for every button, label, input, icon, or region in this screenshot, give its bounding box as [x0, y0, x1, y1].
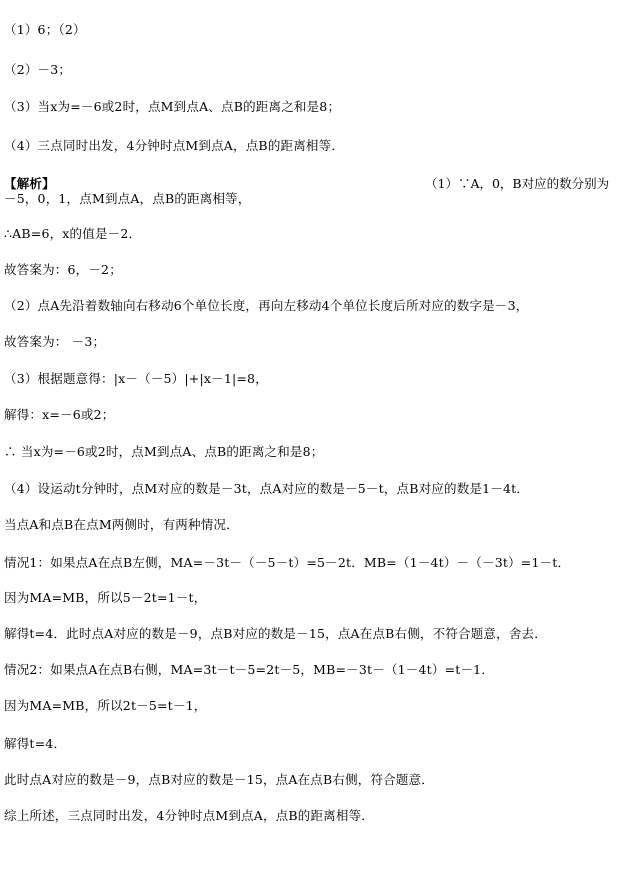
analysis-line: （2）点A先沿着数轴向右移动6个单位长度，再向左移动4个单位长度后所对应的数字是－3，: [4, 298, 529, 313]
answer-line-3: （3）当x为=－6或2时，点M到点A、点B的距离之和是8；: [4, 99, 341, 114]
analysis-line: ∴AB=6，x的值是－2．: [4, 226, 142, 241]
analysis-line: 故答案为：6，－2；: [4, 262, 122, 277]
analysis-line: （3）根据题意得：|x－（－5）|+|x－1|=8，: [4, 371, 268, 386]
analysis-line: （4）设运动t分钟时，点M对应的数是－3t，点A对应的数是－5－t，点B对应的数是1－4t．: [4, 481, 530, 496]
analysis-line: 解得t=4．此时点A对应的数是－9，点B对应的数是－15，点A在点B右侧，不符合题意，舍去．: [4, 626, 547, 641]
answer-line-2: （2）－3；: [4, 62, 72, 77]
analysis-line: 因为MA=MB，所以2t－5=t－1，: [4, 698, 207, 713]
analysis-part1-start: （1）∵A，0，B对应的数分别为: [425, 176, 610, 191]
analysis-line: ∴ 当x为=－6或2时，点M到点A、点B的距离之和是8；: [4, 444, 324, 459]
analysis-line: －5，0，1，点M到点A，点B的距离相等，: [4, 191, 251, 206]
answer-line-1: （1）6；（2）: [4, 22, 86, 37]
analysis-line: 情况1：如果点A在点B左侧，MA=－3t－（－5－t）=5－2t．MB=（1－4t）－（－3t）=1－t．: [4, 555, 571, 570]
analysis-line: 解得t=4．: [4, 736, 67, 751]
analysis-heading: 【解析】: [4, 176, 55, 191]
analysis-line: 当点A和点B在点M两侧时，有两种情况．: [4, 517, 239, 532]
analysis-line: 综上所述，三点同时出发，4分钟时点M到点A，点B的距离相等．: [4, 808, 374, 823]
analysis-line: 此时点A对应的数是－9，点B对应的数是－15，点A在点B右侧，符合题意．: [4, 772, 434, 787]
analysis-line: 故答案为： －3；: [4, 334, 106, 349]
analysis-line: 解得：x=－6或2；: [4, 407, 115, 422]
analysis-line: 情况2：如果点A在点B右侧，MA=3t－t－5=2t－5，MB=－3t－（1－4t）=t－1．: [4, 662, 495, 677]
answer-line-4: （4）三点同时出发，4分钟时点M到点A，点B的距离相等．: [4, 138, 345, 153]
analysis-line: 因为MA=MB，所以5－2t=1－t，: [4, 590, 207, 605]
